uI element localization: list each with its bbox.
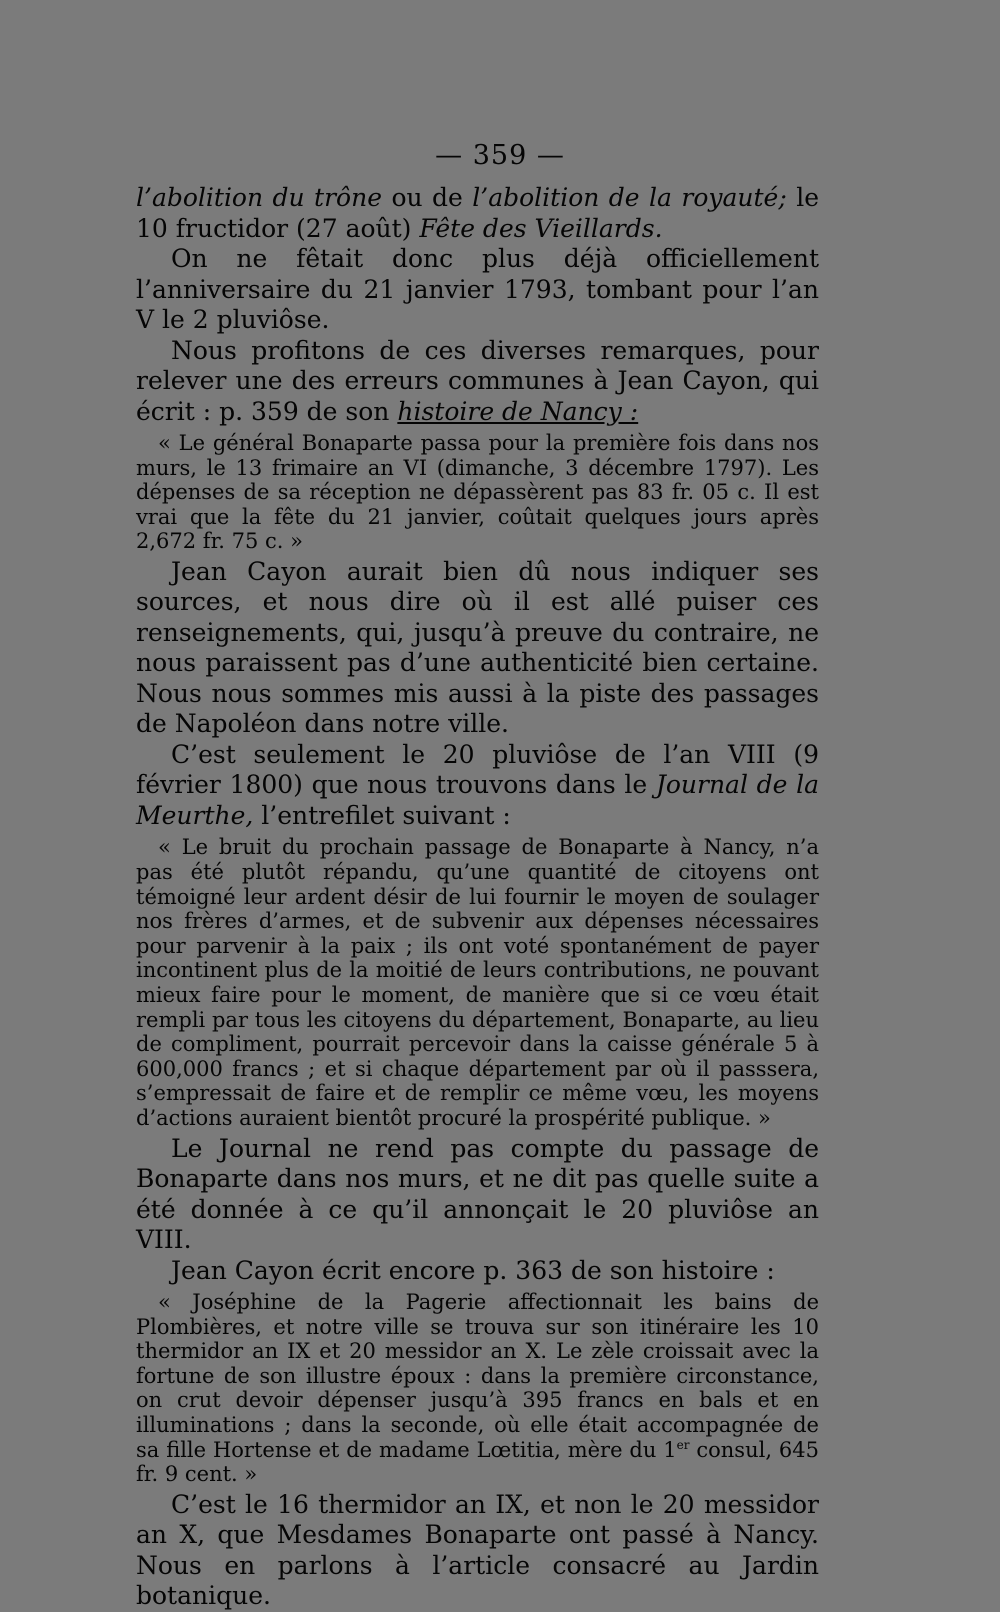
text-run: l’entrefilet suivant : (253, 800, 511, 830)
text-run: On ne fêtait donc plus déjà officiellement l’anniversaire du 21 janvier 1793, tombant pour l’an V le 2 pluviôse. (136, 244, 819, 334)
quotation-paragraph (136, 1290, 819, 1487)
body-paragraph (136, 244, 819, 336)
text-run: ou de (382, 183, 473, 212)
text-run: le 10 fructidor (27 août) (136, 183, 820, 243)
body-paragraph (136, 1256, 819, 1287)
page-number: — 359 — (435, 140, 565, 171)
quotation-paragraph (136, 835, 819, 1130)
body-paragraph (136, 1490, 819, 1612)
text-run: « Le général Bonaparte passa pour la première fois dans nos murs, le 13 frimaire an VI (dimanche, 3 décembre 1797). Les dépenses de sa réception ne dépassèrent pas 83 fr. 05 c. Il est vrai que la fête du 21 janvier, coûtait quelques jours après 2,672 fr. 75 c. » (136, 431, 819, 554)
italic-text: histoire de Nancy : (397, 396, 639, 426)
body-paragraph (136, 740, 819, 832)
text-run: Jean Cayon aurait bien dû nous indiquer ses sources, et nous dire où il est allé puiser ces renseignements, qui, jusqu’à preuve du contraire, ne nous paraissent pas d’une authenticité bien certaine. Nous nous sommes mis aussi à la piste des passages de Napoléon dans notre ville. (136, 556, 819, 739)
text-run: Le Journal ne rend pas compte du passage de Bonaparte dans nos murs, et ne dit pas quelle suite a été donnée à ce qu’il annonçait le 20 pluviôse an VIII. (136, 1133, 819, 1255)
text-run: « Le bruit du prochain passage de Bonaparte à Nancy, n’a pas été plutôt répandu, qu’une quantité de citoyens ont témoigné leur ardent désir de lui fournir le moyen de soulager nos frères d’armes, et de subvenir aux dépenses nécessaires pour parvenir à la paix ; ils ont voté spontanément de payer incontinent plus de la moitié de leurs contributions, ne pouvant mieux faire pour le moment, de manière que si ce vœu était rempli par tous les citoyens du département, Bonaparte, au lieu de compliment, pourrait percevoir dans la caisse générale 5 à 600,000 francs ; et si chaque département par où il passsera, s’empressait de faire et de remplir ce même vœu, les moyens d’actions auraient bientôt procuré la prospérité publique. » (136, 835, 819, 1130)
italic-text: l’abolition du trône (136, 183, 383, 212)
body-paragraph (136, 557, 819, 740)
superscript-text: er (676, 1437, 690, 1452)
body-paragraph (136, 183, 819, 244)
italic-text: Journal de la Meurthe, (136, 770, 820, 830)
italic-text: Fête des Vieillards. (419, 213, 663, 243)
italic-text: l’abolition de la royauté; (472, 183, 787, 212)
quotation-paragraph (136, 431, 819, 554)
text-run: Jean Cayon écrit encore p. 363 de son histoire : (171, 1255, 775, 1285)
body-paragraph (136, 336, 819, 428)
text-run: « Joséphine de la Pagerie affectionnait les bains de Plombières, et notre ville se trouva sur son itinéraire les 10 thermidor an IX et 20 messidor an X. Le zèle croissait avec la fortune de son illustre époux : dans la première circonstance, on crut devoir dépenser jusqu’à 395 francs en bals et en illuminations ; dans la seconde, où elle était accompagnée de sa fille Hortense et de madame Lœtitia, mère du 1 (136, 1290, 819, 1462)
text-run: C’est le 16 thermidor an IX, et non le 20 messidor an X, que Mesdames Bonaparte ont passé à Nancy. Nous en parlons à l’article consacré au Jardin botanique. (136, 1489, 819, 1611)
text-run: consul, 645 fr. 9 cent. » (136, 1437, 819, 1487)
text-run: C’est seulement le 20 pluviôse de l’an VIII (9 février 1800) que nous trouvons dans le (136, 739, 819, 800)
page-body (136, 183, 819, 1612)
body-paragraph (136, 1134, 819, 1256)
text-run: Nous profitons de ces diverses remarques, pour relever une des erreurs communes à Jean Cayon, qui écrit : p. 359 de son (136, 335, 819, 426)
